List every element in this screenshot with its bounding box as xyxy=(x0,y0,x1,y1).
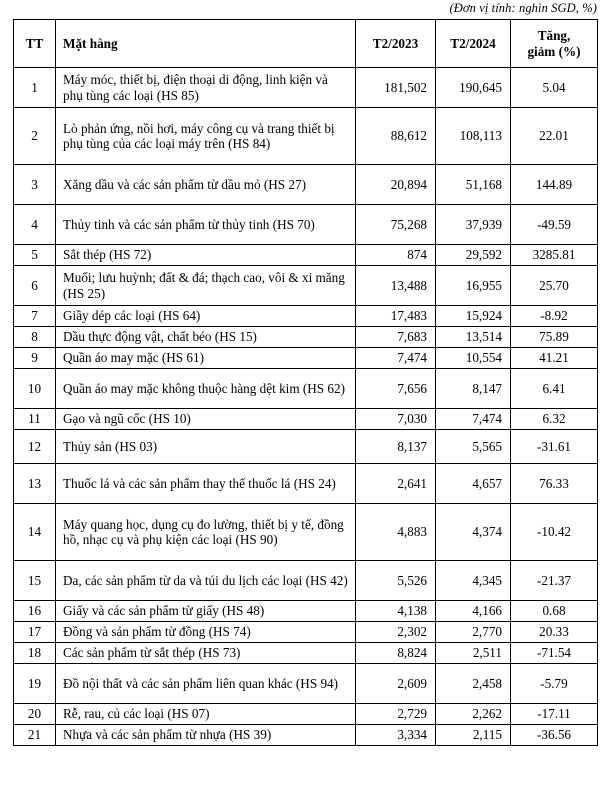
unit-of-measure-note: (Đơn vị tính: nghìn SGD, %) xyxy=(449,1,597,15)
cell-value-2023: 88,612 xyxy=(356,108,436,165)
cell-commodity-name: Giấy và các sản phẩm từ giấy (HS 48) xyxy=(56,601,356,622)
cell-value-2024: 2,458 xyxy=(436,664,511,704)
cell-growth-percent: -49.59 xyxy=(511,205,598,245)
cell-growth-percent: -10.42 xyxy=(511,504,598,561)
table-row xyxy=(14,266,598,306)
table-row xyxy=(14,245,598,266)
cell-commodity-name: Muối; lưu huỳnh; đất & đá; thạch cao, vôi & xi măng (HS 25) xyxy=(56,266,356,306)
cell-growth-percent: 5.04 xyxy=(511,68,598,108)
cell-index: 13 xyxy=(14,464,56,504)
cell-growth-percent: 3285.81 xyxy=(511,245,598,266)
cell-value-2024: 2,262 xyxy=(436,704,511,725)
column-header-tt: TT xyxy=(14,20,56,68)
table-row xyxy=(14,369,598,409)
cell-value-2023: 7,656 xyxy=(356,369,436,409)
cell-value-2024: 4,345 xyxy=(436,561,511,601)
cell-index: 18 xyxy=(14,643,56,664)
cell-value-2023: 2,641 xyxy=(356,464,436,504)
table-row xyxy=(14,725,598,746)
cell-index: 2 xyxy=(14,108,56,165)
table-row xyxy=(14,622,598,643)
cell-commodity-name: Thuốc lá và các sản phẩm thay thế thuốc lá (HS 24) xyxy=(56,464,356,504)
cell-commodity-name: Xăng dầu và các sản phẩm từ dầu mỏ (HS 27) xyxy=(56,165,356,205)
cell-commodity-name: Đồ nội thất và các sản phẩm liên quan khác (HS 94) xyxy=(56,664,356,704)
cell-value-2023: 2,609 xyxy=(356,664,436,704)
column-header-item: Mặt hàng xyxy=(56,20,356,68)
cell-value-2023: 2,302 xyxy=(356,622,436,643)
cell-index: 11 xyxy=(14,409,56,430)
table-row xyxy=(14,601,598,622)
cell-growth-percent: -36.56 xyxy=(511,725,598,746)
cell-commodity-name: Dầu thực động vật, chất béo (HS 15) xyxy=(56,327,356,348)
cell-value-2023: 8,824 xyxy=(356,643,436,664)
cell-value-2024: 37,939 xyxy=(436,205,511,245)
cell-index: 14 xyxy=(14,504,56,561)
cell-value-2024: 29,592 xyxy=(436,245,511,266)
table-row xyxy=(14,561,598,601)
cell-growth-percent: -21.37 xyxy=(511,561,598,601)
cell-value-2024: 16,955 xyxy=(436,266,511,306)
cell-value-2024: 5,565 xyxy=(436,430,511,464)
table-row xyxy=(14,643,598,664)
cell-commodity-name: Gạo và ngũ cốc (HS 10) xyxy=(56,409,356,430)
table-row xyxy=(14,306,598,327)
cell-commodity-name: Sắt thép (HS 72) xyxy=(56,245,356,266)
cell-growth-percent: 6.41 xyxy=(511,369,598,409)
cell-commodity-name: Quần áo may mặc không thuộc hàng dệt kim (HS 62) xyxy=(56,369,356,409)
cell-value-2023: 8,137 xyxy=(356,430,436,464)
cell-value-2023: 4,883 xyxy=(356,504,436,561)
cell-index: 19 xyxy=(14,664,56,704)
cell-value-2023: 3,334 xyxy=(356,725,436,746)
cell-commodity-name: Lò phản ứng, nồi hơi, máy công cụ và trang thiết bị phụ tùng của các loại máy trên (HS 84) xyxy=(56,108,356,165)
cell-value-2023: 5,526 xyxy=(356,561,436,601)
cell-growth-percent: -5.79 xyxy=(511,664,598,704)
cell-index: 20 xyxy=(14,704,56,725)
cell-value-2023: 20,894 xyxy=(356,165,436,205)
cell-index: 15 xyxy=(14,561,56,601)
cell-value-2024: 4,374 xyxy=(436,504,511,561)
table-row xyxy=(14,205,598,245)
cell-commodity-name: Máy móc, thiết bị, điện thoại di động, linh kiện và phụ tùng các loại (HS 85) xyxy=(56,68,356,108)
cell-index: 17 xyxy=(14,622,56,643)
cell-value-2024: 51,168 xyxy=(436,165,511,205)
table-row xyxy=(14,704,598,725)
cell-commodity-name: Đồng và sản phẩm từ đồng (HS 74) xyxy=(56,622,356,643)
table-row xyxy=(14,464,598,504)
cell-commodity-name: Nhựa và các sản phẩm từ nhựa (HS 39) xyxy=(56,725,356,746)
table-row xyxy=(14,108,598,165)
table-row xyxy=(14,165,598,205)
cell-value-2023: 4,138 xyxy=(356,601,436,622)
cell-value-2024: 190,645 xyxy=(436,68,511,108)
cell-commodity-name: Quần áo may mặc (HS 61) xyxy=(56,348,356,369)
cell-index: 7 xyxy=(14,306,56,327)
cell-growth-percent: -71.54 xyxy=(511,643,598,664)
cell-growth-percent: -17.11 xyxy=(511,704,598,725)
cell-growth-percent: 0.68 xyxy=(511,601,598,622)
cell-growth-percent: 75.89 xyxy=(511,327,598,348)
table-row xyxy=(14,68,598,108)
cell-value-2024: 8,147 xyxy=(436,369,511,409)
cell-index: 9 xyxy=(14,348,56,369)
cell-index: 1 xyxy=(14,68,56,108)
cell-value-2024: 15,924 xyxy=(436,306,511,327)
import-export-commodities-table xyxy=(13,19,598,746)
table-row xyxy=(14,664,598,704)
cell-index: 6 xyxy=(14,266,56,306)
cell-value-2023: 75,268 xyxy=(356,205,436,245)
cell-growth-percent: 6.32 xyxy=(511,409,598,430)
cell-value-2024: 10,554 xyxy=(436,348,511,369)
cell-value-2023: 181,502 xyxy=(356,68,436,108)
cell-value-2023: 874 xyxy=(356,245,436,266)
cell-commodity-name: Giầy dép các loại (HS 64) xyxy=(56,306,356,327)
cell-value-2023: 17,483 xyxy=(356,306,436,327)
cell-growth-percent: 22.01 xyxy=(511,108,598,165)
cell-value-2024: 2,511 xyxy=(436,643,511,664)
cell-value-2023: 13,488 xyxy=(356,266,436,306)
cell-commodity-name: Da, các sản phẩm từ da và túi du lịch các loại (HS 42) xyxy=(56,561,356,601)
cell-commodity-name: Rễ, rau, củ các loại (HS 07) xyxy=(56,704,356,725)
cell-commodity-name: Thủy sản (HS 03) xyxy=(56,430,356,464)
cell-value-2023: 2,729 xyxy=(356,704,436,725)
column-header-growth-percent xyxy=(511,20,598,68)
cell-growth-percent: 144.89 xyxy=(511,165,598,205)
cell-growth-percent: -8.92 xyxy=(511,306,598,327)
cell-commodity-name: Thủy tinh và các sản phẩm từ thủy tinh (HS 70) xyxy=(56,205,356,245)
cell-value-2023: 7,683 xyxy=(356,327,436,348)
cell-value-2024: 7,474 xyxy=(436,409,511,430)
cell-commodity-name: Máy quang học, dụng cụ đo lường, thiết bị y tế, đồng hồ, nhạc cụ và phụ kiện các loại (HS 90) xyxy=(56,504,356,561)
cell-growth-percent: -31.61 xyxy=(511,430,598,464)
cell-value-2024: 2,115 xyxy=(436,725,511,746)
column-header-year-2024: T2/2024 xyxy=(436,20,511,68)
column-header-year-2023: T2/2023 xyxy=(356,20,436,68)
cell-index: 12 xyxy=(14,430,56,464)
cell-value-2024: 2,770 xyxy=(436,622,511,643)
cell-growth-percent: 76.33 xyxy=(511,464,598,504)
table-body xyxy=(14,68,598,746)
cell-value-2024: 4,166 xyxy=(436,601,511,622)
table-row xyxy=(14,504,598,561)
cell-value-2024: 4,657 xyxy=(436,464,511,504)
cell-growth-percent: 25.70 xyxy=(511,266,598,306)
cell-growth-percent: 20.33 xyxy=(511,622,598,643)
growth-header-line1: Tăng, xyxy=(537,28,571,44)
cell-growth-percent: 41.21 xyxy=(511,348,598,369)
table-row xyxy=(14,348,598,369)
cell-index: 10 xyxy=(14,369,56,409)
table-header-row xyxy=(14,20,598,68)
cell-index: 4 xyxy=(14,205,56,245)
table-row xyxy=(14,327,598,348)
cell-value-2023: 7,474 xyxy=(356,348,436,369)
table-row xyxy=(14,430,598,464)
cell-value-2023: 7,030 xyxy=(356,409,436,430)
cell-value-2024: 108,113 xyxy=(436,108,511,165)
growth-header-line2: giảm (%) xyxy=(527,43,581,59)
cell-index: 5 xyxy=(14,245,56,266)
cell-index: 16 xyxy=(14,601,56,622)
cell-commodity-name: Các sản phẩm từ sắt thép (HS 73) xyxy=(56,643,356,664)
cell-index: 8 xyxy=(14,327,56,348)
table-header xyxy=(14,20,598,68)
cell-value-2024: 13,514 xyxy=(436,327,511,348)
table-row xyxy=(14,409,598,430)
cell-index: 21 xyxy=(14,725,56,746)
cell-index: 3 xyxy=(14,165,56,205)
